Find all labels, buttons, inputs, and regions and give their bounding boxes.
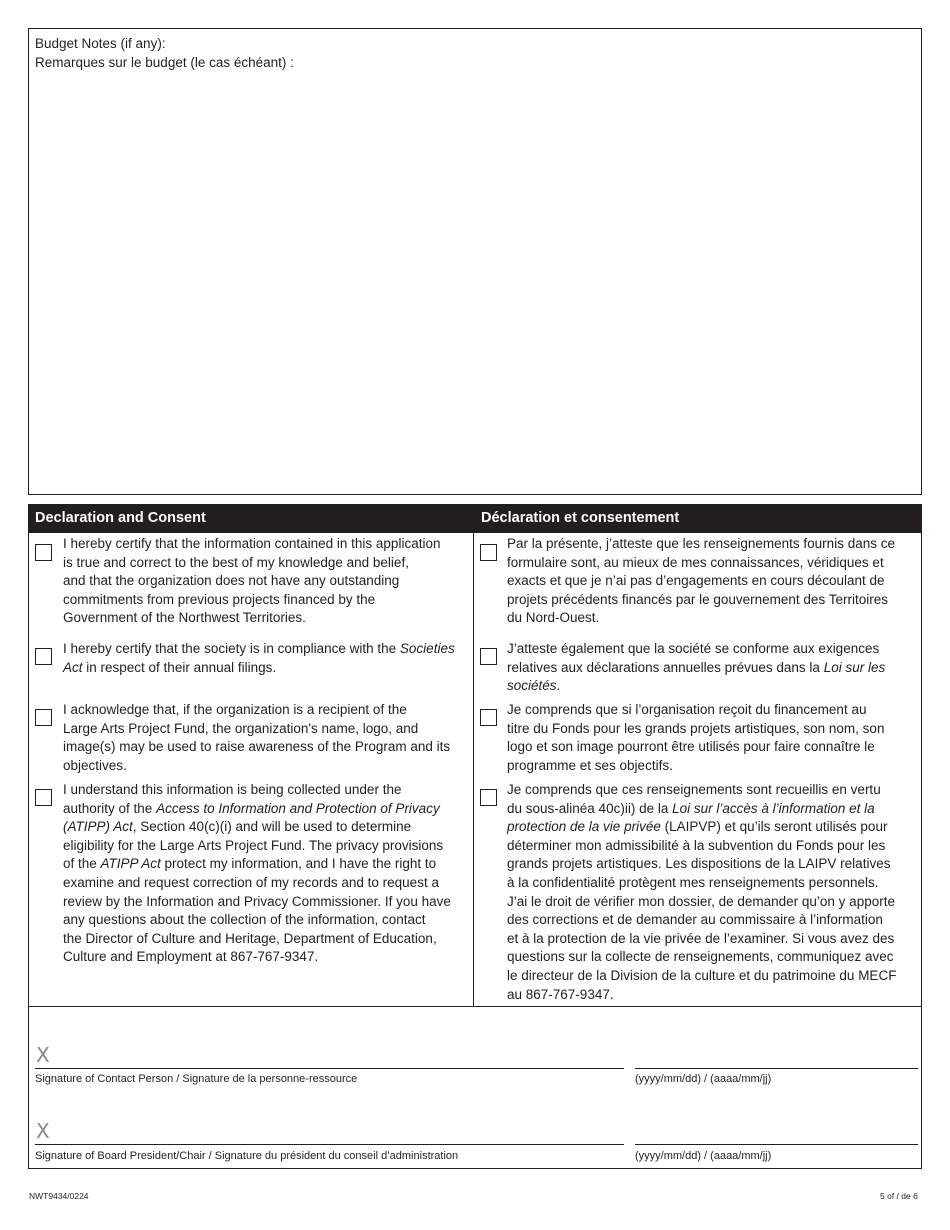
line — [63, 818, 473, 837]
text-span: (LAIPVP) et qu’ils seront utilisés pour — [660, 819, 888, 835]
line: projets précédents financés par le gouvernement des Territoires — [507, 591, 888, 607]
text-en-societies-act — [63, 640, 473, 677]
signature-president-line[interactable] — [35, 1144, 624, 1145]
line: titre du Fonds pour les grands projets artistiques, son nom, son — [507, 720, 885, 736]
act-name: protection de la vie privée — [507, 819, 661, 835]
line: any questions about the collection of the information, contact — [63, 912, 426, 928]
date-president-label: (yyyy/mm/dd) / (aaaa/mm/jj) — [635, 1150, 772, 1162]
line: logo et son image pourront être utilisés pour faire connaître le — [507, 739, 875, 755]
checkbox-fr-acknowledge-publicity[interactable] — [480, 709, 497, 726]
text-fr-certify-info — [507, 535, 921, 628]
line: objectives. — [63, 757, 127, 773]
line — [63, 855, 473, 874]
line: examine and request correction of my records and to request a — [63, 874, 439, 890]
column-divider — [473, 533, 474, 1007]
line — [63, 659, 473, 678]
text-en-acknowledge-publicity — [63, 701, 473, 775]
line — [63, 640, 473, 659]
line: questions sur la collecte de renseignements, communiquez avec — [507, 949, 894, 965]
line: du Nord-Ouest. — [507, 610, 600, 626]
declaration-section — [28, 504, 922, 1169]
text-fr-societies-act — [507, 640, 921, 696]
text-span: of the — [63, 856, 101, 872]
text-span: I hereby certify that the society is in compliance with the — [63, 641, 400, 656]
signature-contact-line[interactable] — [35, 1068, 624, 1069]
line: le directeur de la Division de la culture et du patrimoine du MECF — [507, 967, 897, 983]
line: I hereby certify that the information contained in this application — [63, 536, 441, 551]
line: programme et ses objectifs. — [507, 757, 673, 773]
line: the Director of Culture and Heritage, Department of Education, — [63, 930, 437, 946]
budget-notes-field[interactable] — [28, 28, 922, 495]
declaration-header-en: Declaration and Consent — [35, 510, 206, 526]
act-name: (ATIPP) Act — [63, 819, 133, 835]
text-fr-privacy — [507, 781, 921, 1004]
line: commitments from previous projects financed by the — [63, 591, 376, 607]
form-code: NWT9434/0224 — [29, 1191, 89, 1201]
text-span: relatives aux déclarations annuelles prévues dans la — [507, 659, 824, 675]
signature-contact-label: Signature of Contact Person / Signature de la personne-ressource — [35, 1073, 358, 1085]
line — [507, 677, 921, 696]
checkbox-en-certify-info[interactable] — [35, 544, 52, 561]
budget-notes-label — [35, 34, 294, 72]
line: Par la présente, j’atteste que les renseignements fournis dans ce — [507, 536, 895, 551]
line: formulaire sont, au mieux de mes connaissances, véridiques et — [507, 554, 884, 570]
line: is true and correct to the best of my knowledge and belief, — [63, 554, 409, 570]
line — [507, 659, 921, 678]
text-en-privacy — [63, 781, 473, 967]
checkbox-fr-societies-act[interactable] — [480, 648, 497, 665]
line: au 867-767-9347. — [507, 986, 614, 1002]
line: I acknowledge that, if the organization is a recipient of the — [63, 702, 407, 717]
line: grands projets artistiques. Les dispositions de la LAIPV relatives — [507, 856, 891, 872]
text-span: , Section 40(c)(i) and will be used to determine — [132, 819, 412, 835]
line — [507, 800, 921, 819]
line: Large Arts Project Fund, the organization's name, logo, and — [63, 720, 419, 736]
budget-notes-label-en: Budget Notes (if any): — [35, 36, 166, 51]
act-name: ATIPP Act — [100, 856, 161, 872]
text-en-certify-info — [63, 535, 473, 628]
budget-notes-label-fr: Remarques sur le budget (le cas échéant) : — [35, 55, 294, 70]
line: and that the organization does not have any outstanding — [63, 573, 400, 589]
checkbox-en-societies-act[interactable] — [35, 648, 52, 665]
declaration-header — [29, 505, 921, 533]
text-span: protect my information, and I have the right to — [160, 856, 437, 872]
line — [507, 818, 921, 837]
act-name: sociétés — [507, 678, 557, 694]
act-name: Loi sur les — [823, 659, 886, 675]
act-name: Act — [63, 659, 83, 675]
line: Je comprends que ces renseignements sont recueillis en vertu — [507, 782, 881, 797]
line: des corrections et de demander au commissaire à l’information — [507, 912, 883, 928]
text-span: . — [556, 678, 561, 694]
act-name: Access to Information and Protection of Privacy — [156, 800, 440, 816]
act-name: Loi sur l’accès à l’information et la — [672, 800, 875, 816]
checkbox-en-privacy[interactable] — [35, 789, 52, 806]
act-name: Societies — [399, 641, 455, 656]
signature-president-label: Signature of Board President/Chair / Signature du président du conseil d’administration — [35, 1150, 459, 1162]
line: à la confidentialité protègent mes renseignements personnels. — [507, 874, 879, 890]
line: J’atteste également que la société se conforme aux exigences — [507, 641, 880, 656]
text-span: in respect of their annual filings. — [82, 659, 277, 675]
line: review by the Information and Privacy Commissioner. If you have — [63, 893, 451, 909]
line: exacts et que je n’ai pas d’engagements en cours découlant de — [507, 573, 885, 589]
line: image(s) may be used to raise awareness of the Program and its — [63, 739, 451, 755]
page-number: 5 of / de 6 — [880, 1191, 918, 1201]
line: Government of the Northwest Territories. — [63, 610, 306, 626]
checkbox-en-acknowledge-publicity[interactable] — [35, 709, 52, 726]
line: déterminer mon admissibilité à la subvention du Fonds pour les — [507, 837, 886, 853]
line: Je comprends que si l’organisation reçoit du financement au — [507, 702, 867, 717]
date-contact-line[interactable] — [635, 1068, 918, 1069]
date-president-line[interactable] — [635, 1144, 918, 1145]
declaration-header-fr: Déclaration et consentement — [481, 510, 680, 526]
line: Culture and Employment at 867-767-9347. — [63, 949, 319, 965]
signature-x-mark: X — [36, 1043, 50, 1067]
line: I understand this information is being collected under the — [63, 782, 402, 797]
text-span: du sous-alinéa 40c)ii) de la — [507, 800, 673, 816]
line: eligibility for the Large Arts Project Fund. The privacy provisions — [63, 837, 444, 853]
signature-x-mark: X — [36, 1119, 50, 1143]
line: J’ai le droit de vérifier mon dossier, de demander qu’on y apporte — [507, 893, 895, 909]
date-contact-label: (yyyy/mm/dd) / (aaaa/mm/jj) — [635, 1073, 772, 1085]
line: et à la protection de la vie privée de l’examiner. Si vous avez des — [507, 930, 895, 946]
text-fr-acknowledge-publicity — [507, 701, 921, 775]
checkbox-fr-privacy[interactable] — [480, 789, 497, 806]
text-span: authority of the — [63, 800, 157, 816]
line — [63, 800, 473, 819]
checkbox-fr-certify-info[interactable] — [480, 544, 497, 561]
section-divider — [29, 1006, 921, 1007]
